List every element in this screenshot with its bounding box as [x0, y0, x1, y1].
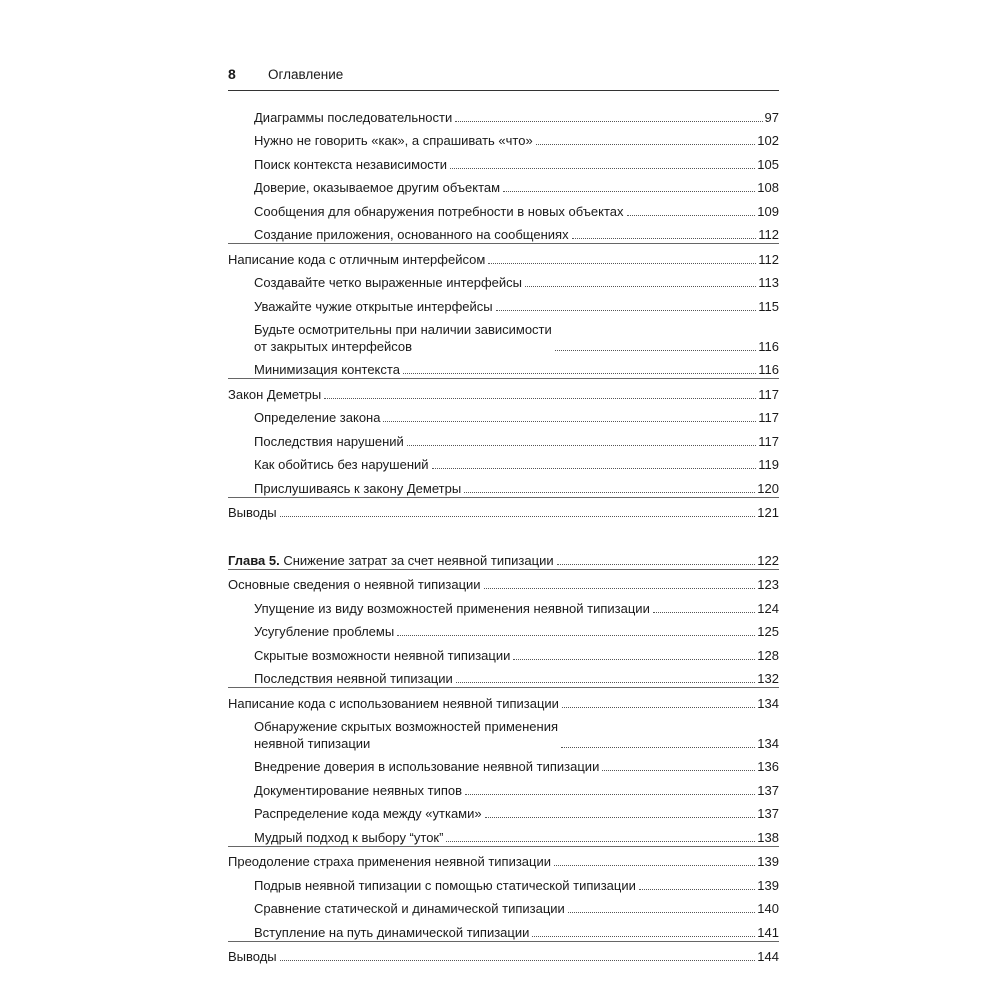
toc-page-number: 138 [757, 829, 779, 845]
toc-page-number: 139 [757, 854, 779, 869]
dot-leader [432, 468, 757, 469]
toc-page-number: 132 [757, 671, 779, 686]
toc-entry-text [254, 179, 500, 196]
toc-entry[interactable] [228, 545, 779, 569]
toc-page-number: 102 [757, 133, 779, 148]
toc-page-number: 116 [758, 362, 779, 377]
toc-entry-title: Документирование неявных типов [254, 782, 463, 798]
toc-entry-text [228, 853, 551, 870]
toc-entry[interactable] [228, 355, 779, 379]
dot-leader [561, 747, 755, 748]
dot-leader [513, 659, 755, 660]
toc-entry-title: Преодоление страха применения неявной типизации [228, 854, 552, 869]
toc-entry[interactable] [228, 799, 779, 823]
toc-entry-title: Поиск контекста независимости [254, 156, 448, 172]
toc-entry-title: Будьте осмотрительны при наличии зависимости [254, 321, 552, 337]
toc-entry-title: Сравнение статической и динамической типизации [254, 901, 565, 916]
toc-entry[interactable] [228, 291, 779, 315]
toc-entry-title: Последствия нарушений [254, 433, 404, 449]
toc-entry-title: Вступление на путь динамической типизации [254, 924, 530, 940]
toc-page-number: 136 [757, 759, 779, 774]
dot-leader [484, 588, 756, 589]
toc-page-number: 112 [758, 227, 779, 242]
toc-page-number: 140 [757, 901, 779, 916]
dot-leader [324, 398, 756, 399]
toc-page-number: 120 [757, 480, 779, 496]
toc-entry-title: Как обойтись без нарушений [254, 457, 429, 472]
toc-entry-title: Внедрение доверия в использование неявной типизации [254, 759, 600, 774]
toc-entry-title: Выводы [228, 505, 277, 520]
dot-leader [383, 421, 756, 422]
toc-entry-text [254, 805, 482, 822]
dot-leader [464, 492, 755, 493]
toc-entry-title: Доверие, оказываемое другим объектам [254, 180, 501, 195]
toc-entry-text [228, 251, 485, 268]
toc-page-number: 141 [757, 924, 779, 940]
toc-entry-title: Определение закона [254, 410, 381, 425]
toc-entry-text [254, 670, 453, 687]
dot-leader [397, 635, 755, 636]
toc-entry[interactable] [228, 196, 779, 220]
dot-leader [446, 841, 755, 842]
toc-entry-text [254, 877, 636, 894]
toc-page-number: 122 [757, 552, 779, 568]
running-title: Оглавление [268, 67, 344, 82]
toc-entry-text [254, 718, 558, 752]
dot-leader [562, 707, 755, 708]
toc-entry-title: Сообщения для обнаружения потребности в новых объектах [254, 203, 624, 219]
toc-entry-text [228, 504, 277, 521]
toc-entry-text [254, 829, 443, 846]
toc-entry-text [228, 948, 277, 965]
dot-leader [532, 936, 755, 937]
toc-entry-title: Нужно не говорить «как», а спрашивать «что» [254, 133, 533, 148]
toc-entry[interactable] [228, 268, 779, 292]
dot-leader [554, 865, 755, 866]
toc-entry-title: Написание кода с использованием неявной типизации [228, 695, 559, 711]
toc-entry-title: Снижение затрат за счет неявной типизации [283, 552, 554, 568]
toc-entry[interactable] [228, 712, 779, 752]
toc-entry-text [228, 386, 321, 403]
toc-entry-title: Мудрый подход к выбору “уток” [254, 829, 444, 845]
running-header [228, 64, 779, 91]
dot-leader [455, 121, 762, 122]
dot-leader [572, 238, 757, 239]
toc-page-number: 119 [758, 457, 779, 472]
toc-entry[interactable] [228, 617, 779, 641]
toc-entry-title: Усугубление проблемы [254, 624, 395, 639]
toc-entry[interactable] [228, 126, 779, 150]
toc-entry[interactable] [228, 403, 779, 427]
toc-page-number: 125 [757, 624, 779, 639]
toc-entry-title: Основные сведения о неявной типизации [228, 577, 481, 592]
toc-entry-title: Прислушиваясь к закону Деметры [254, 480, 462, 496]
toc-page-number: 121 [757, 505, 779, 520]
toc-page-number: 137 [757, 806, 779, 821]
toc-page-number: 137 [757, 782, 779, 798]
toc-entry[interactable] [228, 593, 779, 617]
toc-entry[interactable] [228, 775, 779, 799]
toc-entry-title: Создавайте четко выраженные интерфейсы [254, 275, 522, 290]
toc-entry-text [228, 576, 481, 593]
toc-entry-title: Подрыв неявной типизации с помощью статической типизации [254, 877, 636, 893]
toc-entry[interactable] [228, 822, 779, 846]
toc-entry[interactable] [228, 426, 779, 450]
dot-leader [536, 144, 756, 145]
toc-page-number: 144 [757, 949, 779, 964]
toc-entry-text [254, 203, 624, 220]
toc-page-number: 97 [764, 109, 779, 125]
toc-page-number: 134 [757, 695, 779, 711]
dot-leader [503, 191, 755, 192]
toc-entry-text [254, 647, 510, 664]
chapter-label: Глава 5. [228, 552, 280, 568]
dot-leader [403, 373, 756, 374]
toc-entry[interactable] [228, 473, 779, 497]
toc-entry-text [254, 924, 529, 941]
toc-page-number: 116 [758, 338, 779, 354]
toc-page-number: 108 [757, 180, 779, 195]
toc-page-number: 123 [757, 577, 779, 592]
toc-entry-title: Выводы [228, 949, 277, 964]
toc-entry-text [228, 552, 554, 569]
toc-entry[interactable] [228, 917, 779, 941]
toc-entry-text [254, 900, 565, 917]
dot-leader [485, 817, 756, 818]
toc-entry[interactable] [228, 894, 779, 918]
toc-entry-text [254, 480, 461, 497]
toc-page-number: 113 [758, 275, 779, 290]
dot-leader [555, 350, 756, 351]
toc-entry-text [254, 409, 380, 426]
toc-entry-title-continued: неявной типизации [254, 735, 371, 751]
toc-page-number: 128 [757, 647, 779, 663]
toc-entry[interactable] [228, 497, 779, 522]
toc-entry-text [254, 456, 429, 473]
toc-entry-title: Создание приложения, основанного на сообщениях [254, 227, 569, 242]
dot-leader [557, 564, 756, 565]
toc-entry-title: Упущение из виду возможностей применения неявной типизации [254, 600, 650, 616]
toc-page-number: 109 [757, 203, 779, 219]
toc-page-number: 105 [757, 156, 779, 172]
toc-entry-text [254, 132, 533, 149]
toc-entry-text [254, 600, 650, 617]
toc-page-number: 134 [757, 735, 779, 751]
dot-leader [456, 682, 756, 683]
toc-entry-text [228, 695, 559, 712]
dot-leader [627, 215, 756, 216]
page-number: 8 [228, 66, 236, 82]
toc-entry[interactable] [228, 315, 779, 355]
dot-leader [450, 168, 755, 169]
toc-page-number: 124 [757, 600, 779, 616]
toc-entry[interactable] [228, 640, 779, 664]
toc-entry-text [254, 226, 569, 243]
dot-leader [280, 960, 756, 961]
dot-leader [653, 612, 755, 613]
toc-page-number: 117 [758, 433, 779, 449]
toc-entry[interactable] [228, 450, 779, 474]
toc-entry-text [254, 758, 599, 775]
dot-leader [496, 310, 757, 311]
toc-entry[interactable] [228, 752, 779, 776]
toc-entry[interactable] [228, 102, 779, 126]
toc-page-number: 139 [757, 877, 779, 893]
table-of-contents [228, 102, 779, 965]
toc-entry-text [254, 156, 447, 173]
toc-entry[interactable] [228, 870, 779, 894]
toc-entry[interactable] [228, 846, 779, 871]
dot-leader [465, 794, 755, 795]
toc-page-number: 115 [758, 298, 779, 314]
toc-entry-title: Распределение кода между «утками» [254, 806, 482, 821]
toc-entry-text [254, 623, 394, 640]
dot-leader [602, 770, 755, 771]
toc-entry[interactable] [228, 664, 779, 688]
toc-entry[interactable] [228, 173, 779, 197]
toc-entry-title-continued: от закрытых интерфейсов [254, 338, 413, 354]
toc-entry[interactable] [228, 243, 779, 268]
toc-entry[interactable] [228, 569, 779, 594]
toc-page-number: 117 [758, 386, 779, 402]
toc-entry[interactable] [228, 378, 779, 403]
toc-entry-title: Последствия неявной типизации [254, 671, 453, 686]
dot-leader [280, 516, 756, 517]
toc-entry[interactable] [228, 149, 779, 173]
toc-page-number: 117 [758, 410, 779, 425]
toc-entry-text [254, 321, 552, 355]
dot-leader [639, 889, 755, 890]
toc-entry-title: Обнаружение скрытых возможностей применения [254, 718, 559, 734]
toc-entry-title: Диаграммы последовательности [254, 109, 453, 125]
toc-page-number: 112 [758, 251, 779, 267]
toc-entry-title: Минимизация контекста [254, 362, 400, 377]
toc-entry-text [254, 782, 462, 799]
toc-entry[interactable] [228, 220, 779, 244]
dot-leader [525, 286, 756, 287]
toc-entry-text [254, 109, 452, 126]
toc-entry-text [254, 298, 493, 315]
toc-entry-text [254, 433, 404, 450]
toc-entry-text [254, 274, 522, 291]
dot-leader [488, 263, 756, 264]
toc-entry-title: Закон Деметры [228, 386, 322, 402]
toc-entry[interactable] [228, 941, 779, 966]
dot-leader [568, 912, 755, 913]
toc-entry-title: Написание кода с отличным интерфейсом [228, 251, 486, 267]
toc-entry-title: Уважайте чужие открытые интерфейсы [254, 298, 493, 314]
toc-entry[interactable] [228, 687, 779, 712]
toc-entry-text [254, 361, 400, 378]
toc-entry-title: Скрытые возможности неявной типизации [254, 647, 511, 663]
dot-leader [407, 445, 756, 446]
